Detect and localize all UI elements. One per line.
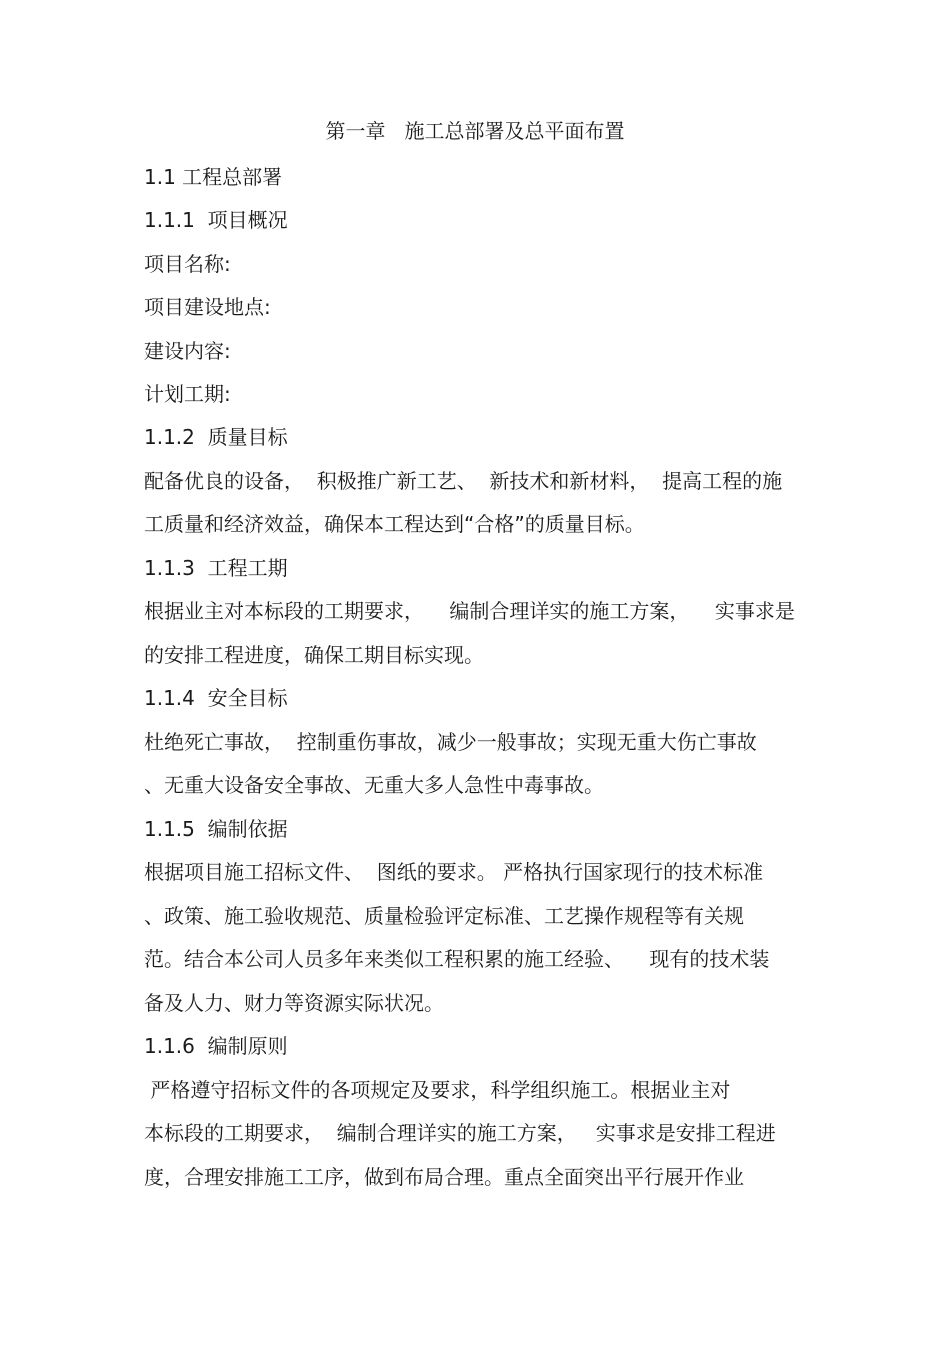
subsection-heading: 1.1.4 安全目标 — [144, 686, 288, 710]
field-label: 计划工期: — [144, 382, 231, 406]
subsection-heading: 1.1.6 编制原则 — [144, 1034, 288, 1058]
paragraph-line: 备及人力、财力等资源实际状况。 — [144, 991, 444, 1015]
paragraph-line: 根据业主对本标段的工期要求， 编制合理详实的施工方案， 实事求是 — [144, 599, 795, 623]
field-label: 项目建设地点: — [144, 295, 271, 319]
paragraph-line: 根据项目施工招标文件、 图纸的要求。 严格执行国家现行的技术标准 — [144, 860, 764, 884]
paragraph-line: 本标段的工期要求， 编制合理详实的施工方案， 实事求是安排工程进 — [144, 1121, 776, 1145]
paragraph-line: 范。结合本公司人员多年来类似工程积累的施工经验、 现有的技术装 — [144, 947, 770, 971]
subsection-heading: 1.1.1 项目概况 — [144, 208, 288, 232]
paragraph-line: 工质量和经济效益，确保本工程达到“合格”的质量目标。 — [144, 512, 645, 536]
paragraph-line: 、无重大设备安全事故、无重大多人急性中毒事故。 — [144, 773, 604, 797]
field-label: 建设内容: — [144, 339, 231, 363]
field-label: 项目名称: — [144, 252, 231, 276]
paragraph-line: 、政策、施工验收规范、质量检验评定标准、工艺操作规程等有关规 — [144, 904, 744, 928]
paragraph-line: 杜绝死亡事故， 控制重伤事故，减少一般事故；实现无重大伤亡事故 — [144, 730, 757, 754]
subsection-heading: 1.1.3 工程工期 — [144, 556, 288, 580]
paragraph-line: 的安排工程进度，确保工期目标实现。 — [144, 643, 484, 667]
subsection-heading: 1.1.2 质量目标 — [144, 425, 288, 449]
paragraph-line: 度，合理安排施工工序，做到布局合理。重点全面突出平行展开作业 — [144, 1165, 744, 1189]
subsection-heading: 1.1.5 编制依据 — [144, 817, 288, 841]
paragraph-line: 配备优良的设备， 积极推广新工艺、 新技术和新材料， 提高工程的施 — [144, 469, 783, 493]
chapter-title: 第一章 施工总部署及总平面布置 — [325, 119, 625, 143]
paragraph-line: 严格遵守招标文件的各项规定及要求，科学组织施工。根据业主对 — [144, 1078, 731, 1102]
section-heading: 1.1 工程总部署 — [144, 165, 283, 189]
